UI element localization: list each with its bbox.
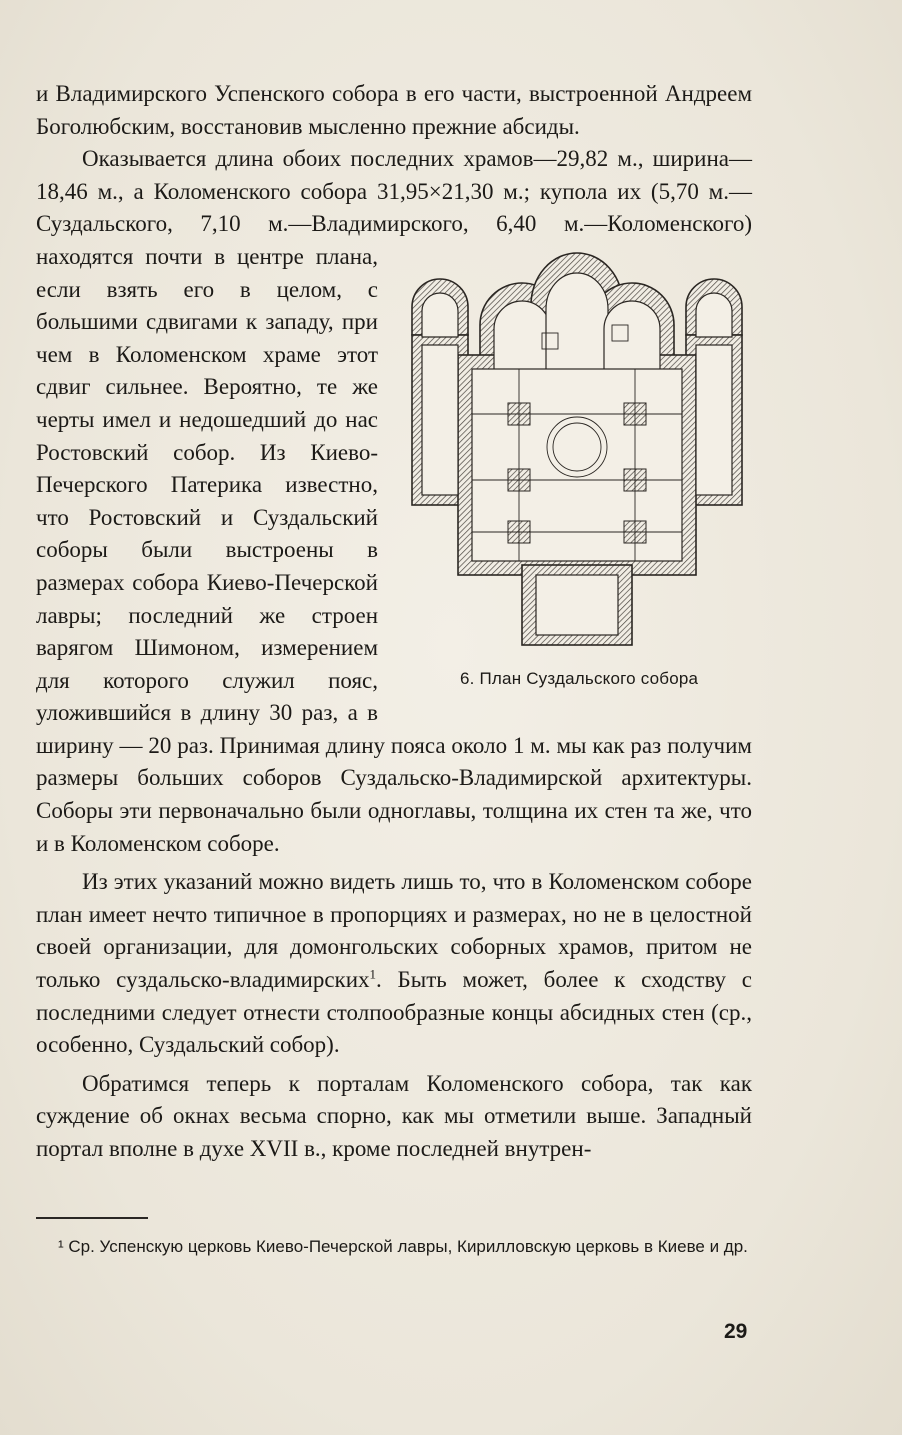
paragraph-2-lead: Оказывается длина обоих последних храмов—29,82 м., ширина—18,46 м., а Коломенского собора 31,95×21,30 м.; купола их (5,70 м.—Суздальского, 7,10 м.—Владимирского, 6,40 м.—Коломенского) (36, 146, 752, 237)
paragraph-3-text: Из этих указаний можно видеть лишь то, что в Коломенском соборе план имеет нечто типичное в пропорциях и размерах, но не в целостной своей организации, для домонгольских соборных храмов, притом не только суздальско-владимирских (36, 869, 752, 993)
cathedral-floor-plan-drawing (402, 245, 752, 649)
page-number: 29 (724, 1320, 748, 1343)
paragraph-4: Обратимся теперь к порталам Коломенского собора, так как суждение об окнах весьма спорно, как мы отметили выше. Западный портал вполне в духе XVII в., кроме последней внутрен- (36, 1070, 752, 1161)
figure-6 (394, 245, 752, 697)
footnote: ¹ Ср. Успенскую церковь Киево-Печерской лавры, Кирилловскую церковь в Киеве и др. (58, 1237, 748, 1256)
paragraph-2-tail: в длину 30 раз, а в ширину — 20 раз. Принимая длину пояса около 1 м. мы как раз получим размеры больших соборов Суздальско-Владимирской архитектуры. Соборы эти первоначально были одноглавы, толщина их стен та же, что и в Коломенском соборе. (36, 700, 752, 856)
paragraph-2 (36, 143, 752, 860)
paragraph-1: и Владимирского Успенского собора в его части, выстроенной Андреем Боголюбским, восстановив мысленно прежние абсиды. (36, 81, 752, 139)
footnote-rule (36, 1217, 148, 1219)
paragraph-3 (36, 866, 752, 1062)
paragraph-2-wrap: находятся почти в центре плана, если взять его в целом, с большими сдвигами к западу, при чем в Коломенском храме этот сдвиг сильнее. Вероятно, те же черты имел и недошедший до нас Ростовский собор. Из Киево-Печерского Патерика известно, что Ростовский и Суздальский соборы были выстроены в размерах собора Киево-Печерской лавры; последний же строен варягом Шимоном, измерением для которого служил пояс, уложившийся (36, 243, 378, 726)
footnote-ref: 1 (369, 966, 377, 982)
figure-caption: 6. План Суздальского собора (460, 668, 699, 688)
paragraph-3-text-cont: . Быть может, более к сходству с последними следует отнести столпообразные концы абсидных стен (ср., особенно, Суздальский собор). (36, 967, 752, 1058)
body-text (36, 78, 752, 1166)
